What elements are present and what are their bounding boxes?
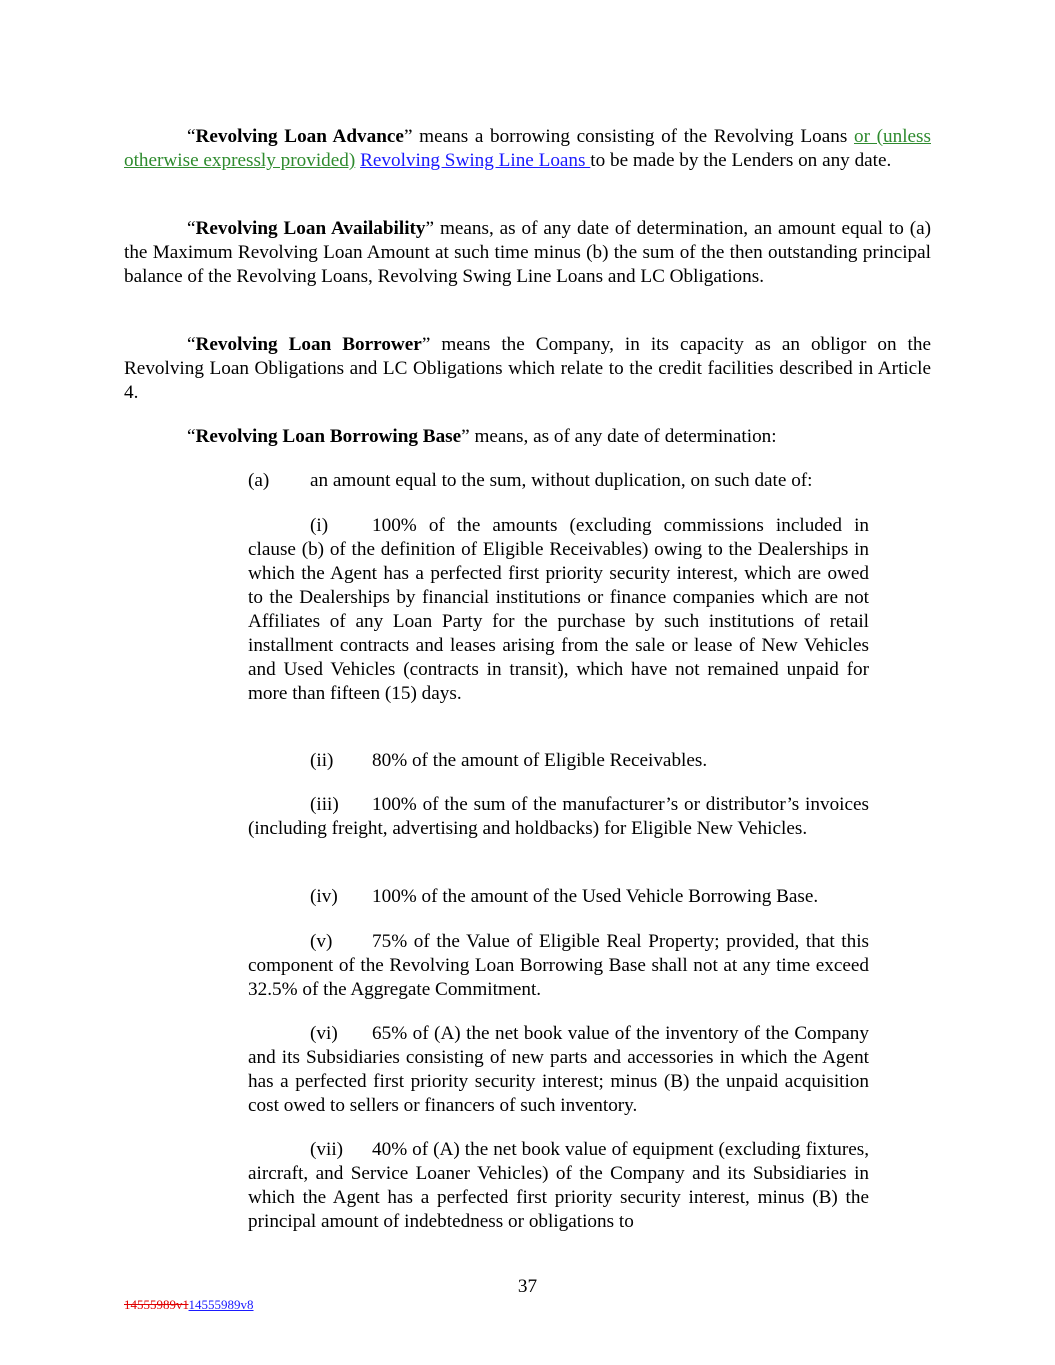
definition-revolving-loan-borrowing-base: “Revolving Loan Borrowing Base” means, as of any date of determination: [187, 426, 777, 447]
subclause-label: (i) [310, 515, 329, 536]
subclause-label: (ii) [310, 750, 334, 771]
subclause-vii: (vii) 40% of (A) the net book value of equipment (excluding fixtures, aircraft, and Service Loaner Vehicles) of the Company and its Subsidiaries in which the Agent has a perfected first priority security interest, minus (B) the principal amount of indebtedness or obligations to [248, 1139, 869, 1232]
page-number: 37 [517, 1276, 538, 1297]
definition-revolving-loan-availability: “Revolving Loan Availability” means, as of any date of determination, an amount equal to (a) the Maximum Revolving Loan Amount at such time minus (b) the sum of the then outstanding principal balance of the Revolving Loans, Revolving Swing Line Loans and LC Obligations. [124, 218, 931, 287]
clause-a: (a) an amount equal to the sum, without duplication, on such date of: [248, 470, 813, 491]
subclause-label: (v) [310, 931, 333, 952]
subclause-vi: (vi) 65% of (A) the net book value of the inventory of the Company and its Subsidiaries consisting of new parts and accessories in which the Agent has a perfected first priority security interest; minus (B) the unpaid acquisition cost owed to sellers or financers of such inventory. [248, 1023, 869, 1116]
defined-term: Revolving Loan Borrower [195, 334, 422, 355]
subclause-iv: (iv) 100% of the amount of the Used Vehicle Borrowing Base. [310, 886, 819, 907]
subclause-ii: (ii) 80% of the amount of Eligible Receivables. [310, 750, 708, 771]
deleted-doc-id: 14555989v1 [124, 1297, 189, 1312]
subclause-v: (v) 75% of the Value of Eligible Real Property; provided, that this component of the Revolving Loan Borrowing Base shall not at any time exceed 32.5% of the Aggregate Commitment. [248, 931, 869, 1000]
inserted-doc-id: 14555989v8 [188, 1297, 254, 1312]
inserted-text-blue: Revolving Swing Line Loans [360, 150, 591, 171]
definition-revolving-loan-borrower: “Revolving Loan Borrower” means the Company, in its capacity as an obligor on the Revolving Loan Obligations and LC Obligations which relate to the credit facilities described in Article 4. [124, 334, 931, 403]
subclause-label: (iv) [310, 886, 338, 907]
clause-label: (a) [248, 470, 270, 491]
defined-term: Revolving Loan Availability [195, 218, 426, 239]
definition-revolving-loan-advance: “Revolving Loan Advance” means a borrowing consisting of the Revolving Loans or (unless otherwise expressly provided) Revolving Swing Line Loans to be made by the Lenders on any date. [124, 126, 931, 171]
defined-term: Revolving Loan Advance [195, 126, 404, 147]
document-id-footer [124, 1297, 254, 1313]
subclause-label: (vii) [310, 1139, 344, 1160]
subclause-i: (i) 100% of the amounts (excluding commissions included in clause (b) of the definition of Eligible Receivables) owing to the Dealerships in which the Agent has a perfected first priority security interest, which are owed to the Dealerships by financial institutions or finance companies which are not Affiliates of any Loan Party for the purchase by such institutions of retail installment contracts and leases arising from the sale or lease of New Vehicles and Used Vehicles (contracts in transit), which have not remained unpaid for more than fifteen (15) days. [248, 515, 869, 704]
subclause-iii: (iii) 100% of the sum of the manufacturer’s or distributor’s invoices (including freight, advertising and holdbacks) for Eligible New Vehicles. [248, 794, 869, 839]
defined-term: Revolving Loan Borrowing Base [195, 426, 462, 447]
inserted-text-green: or (unless otherwise expressly provided) [124, 126, 931, 171]
subclause-label: (vi) [310, 1023, 338, 1044]
subclause-label: (iii) [310, 794, 339, 815]
